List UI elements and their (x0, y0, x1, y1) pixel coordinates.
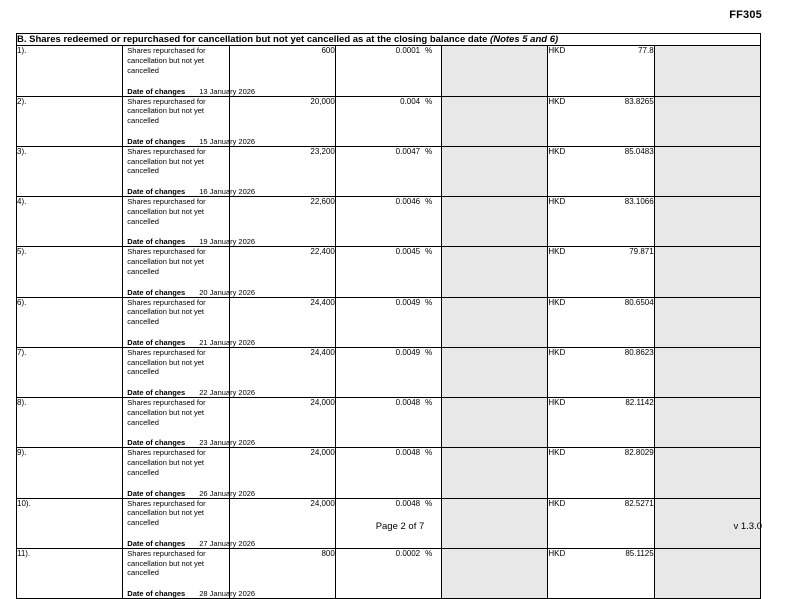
row-percent-cell (335, 548, 441, 598)
row-quantity: 22,400 (229, 247, 335, 297)
date-of-changes-line (123, 388, 256, 398)
row-currency-code: HKD (548, 448, 566, 458)
row-percent-cell (335, 197, 441, 247)
row-description-cell (123, 46, 256, 96)
date-of-changes-line (123, 538, 256, 548)
row-currency-code: HKD (548, 146, 566, 156)
row-shaded-cell-1 (442, 96, 548, 146)
row-description-text: Shares repurchased for cancellation but not yet cancelled (127, 347, 206, 377)
row-quantity: 22,600 (229, 197, 335, 247)
row-shaded-cell-2 (654, 548, 760, 598)
row-number: 9). (17, 448, 123, 498)
row-percent-cell (335, 46, 441, 96)
row-quantity: 23,200 (229, 146, 335, 196)
percent-symbol: % (425, 347, 433, 357)
percent-symbol: % (425, 197, 433, 207)
row-description-cell (123, 548, 256, 599)
row-shaded-cell-2 (654, 448, 760, 498)
row-shaded-cell-1 (442, 347, 548, 397)
table-row (17, 347, 761, 397)
row-currency-cell (548, 46, 654, 96)
row-shaded-cell-2 (654, 146, 760, 196)
row-description-cell (123, 96, 256, 146)
table-body (17, 34, 761, 46)
section-b-table-container (16, 33, 761, 599)
percent-symbol: % (425, 247, 433, 257)
date-of-changes-value: 20 January 2026 (199, 287, 256, 297)
date-of-changes-label: Date of changes (127, 488, 186, 498)
date-of-changes-line (123, 337, 256, 347)
shares-table (16, 33, 761, 599)
table-row (17, 448, 761, 498)
row-shaded-cell-1 (442, 548, 548, 598)
row-quantity: 24,000 (229, 498, 335, 548)
table-row (17, 297, 761, 347)
percent-symbol: % (425, 96, 433, 106)
date-of-changes-value: 21 January 2026 (199, 337, 256, 347)
row-description-text: Shares repurchased for cancellation but not yet cancelled (127, 46, 206, 75)
date-of-changes-line (123, 589, 256, 599)
date-of-changes-value: 22 January 2026 (199, 388, 256, 398)
row-amount-value: 83.1066 (624, 197, 654, 207)
row-percent-cell (335, 398, 441, 448)
row-quantity: 24,400 (229, 297, 335, 347)
date-of-changes-value: 16 January 2026 (199, 187, 256, 197)
date-of-changes-label: Date of changes (127, 388, 186, 398)
row-number: 1). (17, 46, 123, 96)
date-of-changes-line (123, 488, 256, 498)
row-number: 11). (17, 548, 123, 598)
row-description-cell (123, 146, 256, 197)
date-of-changes-label: Date of changes (127, 136, 186, 146)
row-amount-value: 82.8029 (624, 448, 654, 458)
row-quantity: 800 (229, 548, 335, 598)
row-quantity: 24,400 (229, 347, 335, 397)
percent-symbol: % (425, 498, 433, 508)
date-of-changes-label: Date of changes (127, 86, 186, 96)
row-number: 3). (17, 146, 123, 196)
section-title-text: B. Shares redeemed or repurchased for cancellation but not yet cancelled as at the closing balance date (17, 34, 491, 45)
row-shaded-cell-2 (654, 96, 760, 146)
date-of-changes-value: 28 January 2026 (199, 589, 256, 599)
row-number: 10). (17, 498, 123, 548)
percent-symbol: % (425, 297, 433, 307)
row-description-cell (123, 448, 256, 498)
date-of-changes-label: Date of changes (127, 538, 186, 548)
date-of-changes-line (123, 136, 256, 146)
row-shaded-cell-1 (442, 398, 548, 448)
row-percent-value: 0.0049 (395, 347, 421, 357)
row-currency-code: HKD (548, 347, 566, 357)
row-description-text: Shares repurchased for cancellation but not yet cancelled (127, 146, 206, 176)
row-amount-value: 82.1142 (625, 398, 654, 408)
row-percent-value: 0.0002 (395, 548, 421, 558)
row-currency-cell (548, 96, 654, 146)
row-currency-code: HKD (548, 297, 566, 307)
row-currency-cell (548, 347, 654, 397)
page-footer (0, 521, 800, 537)
page-number: Page 2 of 7 (375, 521, 425, 532)
section-title-note: (Notes 5 and 6) (490, 34, 559, 45)
row-amount-value: 77.8 (638, 46, 654, 56)
row-quantity: 24,000 (229, 398, 335, 448)
row-percent-value: 0.0001 (395, 46, 421, 56)
row-currency-code: HKD (548, 247, 566, 257)
row-percent-cell (335, 96, 441, 146)
row-amount-value: 80.6504 (624, 297, 654, 307)
row-description-text: Shares repurchased for cancellation but not yet cancelled (127, 498, 206, 528)
section-header-row (17, 34, 761, 46)
row-currency-cell (548, 197, 654, 247)
date-of-changes-value: 13 January 2026 (199, 86, 256, 96)
row-currency-code: HKD (548, 46, 566, 56)
date-of-changes-value: 15 January 2026 (199, 136, 256, 146)
date-of-changes-line (123, 187, 256, 197)
row-description-cell (123, 297, 256, 347)
version-label: v 1.3.0 (733, 521, 762, 532)
form-code: FF305 (729, 9, 762, 21)
row-shaded-cell-2 (654, 247, 760, 297)
table-row (17, 398, 761, 448)
row-percent-value: 0.0048 (395, 448, 421, 458)
row-amount-value: 85.1125 (625, 548, 654, 558)
date-of-changes-line (123, 237, 256, 247)
row-currency-code: HKD (548, 398, 566, 408)
date-of-changes-line (123, 287, 256, 297)
row-percent-cell (335, 146, 441, 196)
row-amount-value: 80.8623 (624, 347, 654, 357)
row-shaded-cell-2 (654, 297, 760, 347)
date-of-changes-label: Date of changes (127, 438, 186, 448)
row-percent-value: 0.0045 (395, 247, 421, 257)
row-percent-value: 0.0047 (395, 146, 421, 156)
row-number: 4). (17, 197, 123, 247)
row-description-cell (123, 247, 256, 297)
row-description-cell (123, 197, 256, 247)
date-of-changes-line (123, 438, 256, 448)
date-of-changes-value: 26 January 2026 (199, 488, 256, 498)
row-amount-value: 83.8265 (624, 96, 654, 106)
row-percent-cell (335, 448, 441, 498)
row-percent-cell (335, 297, 441, 347)
percent-symbol: % (425, 46, 433, 56)
date-of-changes-label: Date of changes (127, 237, 186, 247)
row-percent-cell (335, 347, 441, 397)
date-of-changes-label: Date of changes (127, 287, 186, 297)
row-shaded-cell-2 (654, 197, 760, 247)
row-quantity: 600 (229, 46, 335, 96)
row-quantity: 24,000 (229, 448, 335, 498)
table-row (17, 146, 761, 196)
row-percent-value: 0.0048 (395, 498, 421, 508)
row-currency-cell (548, 146, 654, 196)
date-of-changes-value: 23 January 2026 (199, 438, 256, 448)
row-percent-value: 0.0048 (395, 398, 421, 408)
percent-symbol: % (425, 548, 433, 558)
row-currency-code: HKD (548, 197, 566, 207)
row-number: 8). (17, 398, 123, 448)
row-shaded-cell-2 (654, 46, 760, 96)
row-shaded-cell-1 (442, 247, 548, 297)
row-description-text: Shares repurchased for cancellation but not yet cancelled (127, 297, 206, 327)
row-quantity: 20,000 (229, 96, 335, 146)
row-shaded-cell-1 (442, 146, 548, 196)
row-description-cell (123, 398, 256, 448)
row-currency-cell (548, 247, 654, 297)
section-header-cell (17, 34, 761, 46)
percent-symbol: % (425, 448, 433, 458)
percent-symbol: % (425, 146, 433, 156)
row-description-text: Shares repurchased for cancellation but not yet cancelled (127, 96, 206, 126)
row-description-text: Shares repurchased for cancellation but not yet cancelled (127, 398, 206, 427)
row-percent-value: 0.0049 (395, 297, 421, 307)
row-currency-cell (548, 448, 654, 498)
row-percent-value: 0.004 (400, 96, 421, 106)
date-of-changes-value: 27 January 2026 (199, 538, 256, 548)
row-description-text: Shares repurchased for cancellation but not yet cancelled (127, 197, 206, 226)
row-shaded-cell-2 (654, 347, 760, 397)
row-currency-cell (548, 398, 654, 448)
row-shaded-cell-2 (654, 398, 760, 448)
row-description-text: Shares repurchased for cancellation but not yet cancelled (127, 548, 206, 578)
row-description-text: Shares repurchased for cancellation but not yet cancelled (127, 448, 206, 477)
table-rows-body (17, 46, 761, 599)
row-description-cell (123, 347, 256, 398)
row-shaded-cell-1 (442, 197, 548, 247)
table-row (17, 46, 761, 96)
percent-symbol: % (425, 398, 433, 408)
row-currency-cell (548, 548, 654, 598)
row-number: 2). (17, 96, 123, 146)
row-percent-value: 0.0046 (395, 197, 421, 207)
row-currency-code: HKD (548, 498, 566, 508)
date-of-changes-value: 19 January 2026 (199, 237, 256, 247)
table-row (17, 548, 761, 598)
row-description-text: Shares repurchased for cancellation but not yet cancelled (127, 247, 206, 276)
row-shaded-cell-1 (442, 448, 548, 498)
row-amount-value: 85.0483 (624, 146, 654, 156)
date-of-changes-label: Date of changes (127, 187, 186, 197)
row-number: 6). (17, 297, 123, 347)
row-amount-value: 82.5271 (624, 498, 654, 508)
date-of-changes-label: Date of changes (127, 589, 186, 599)
row-number: 5). (17, 247, 123, 297)
row-shaded-cell-1 (442, 297, 548, 347)
date-of-changes-label: Date of changes (127, 337, 186, 347)
row-percent-cell (335, 247, 441, 297)
row-shaded-cell-1 (442, 46, 548, 96)
table-row (17, 96, 761, 146)
row-currency-code: HKD (548, 96, 566, 106)
table-row (17, 197, 761, 247)
row-currency-cell (548, 297, 654, 347)
date-of-changes-line (123, 86, 256, 96)
row-amount-value: 79.871 (629, 247, 654, 257)
row-currency-code: HKD (548, 548, 566, 558)
row-number: 7). (17, 347, 123, 397)
table-row (17, 247, 761, 297)
